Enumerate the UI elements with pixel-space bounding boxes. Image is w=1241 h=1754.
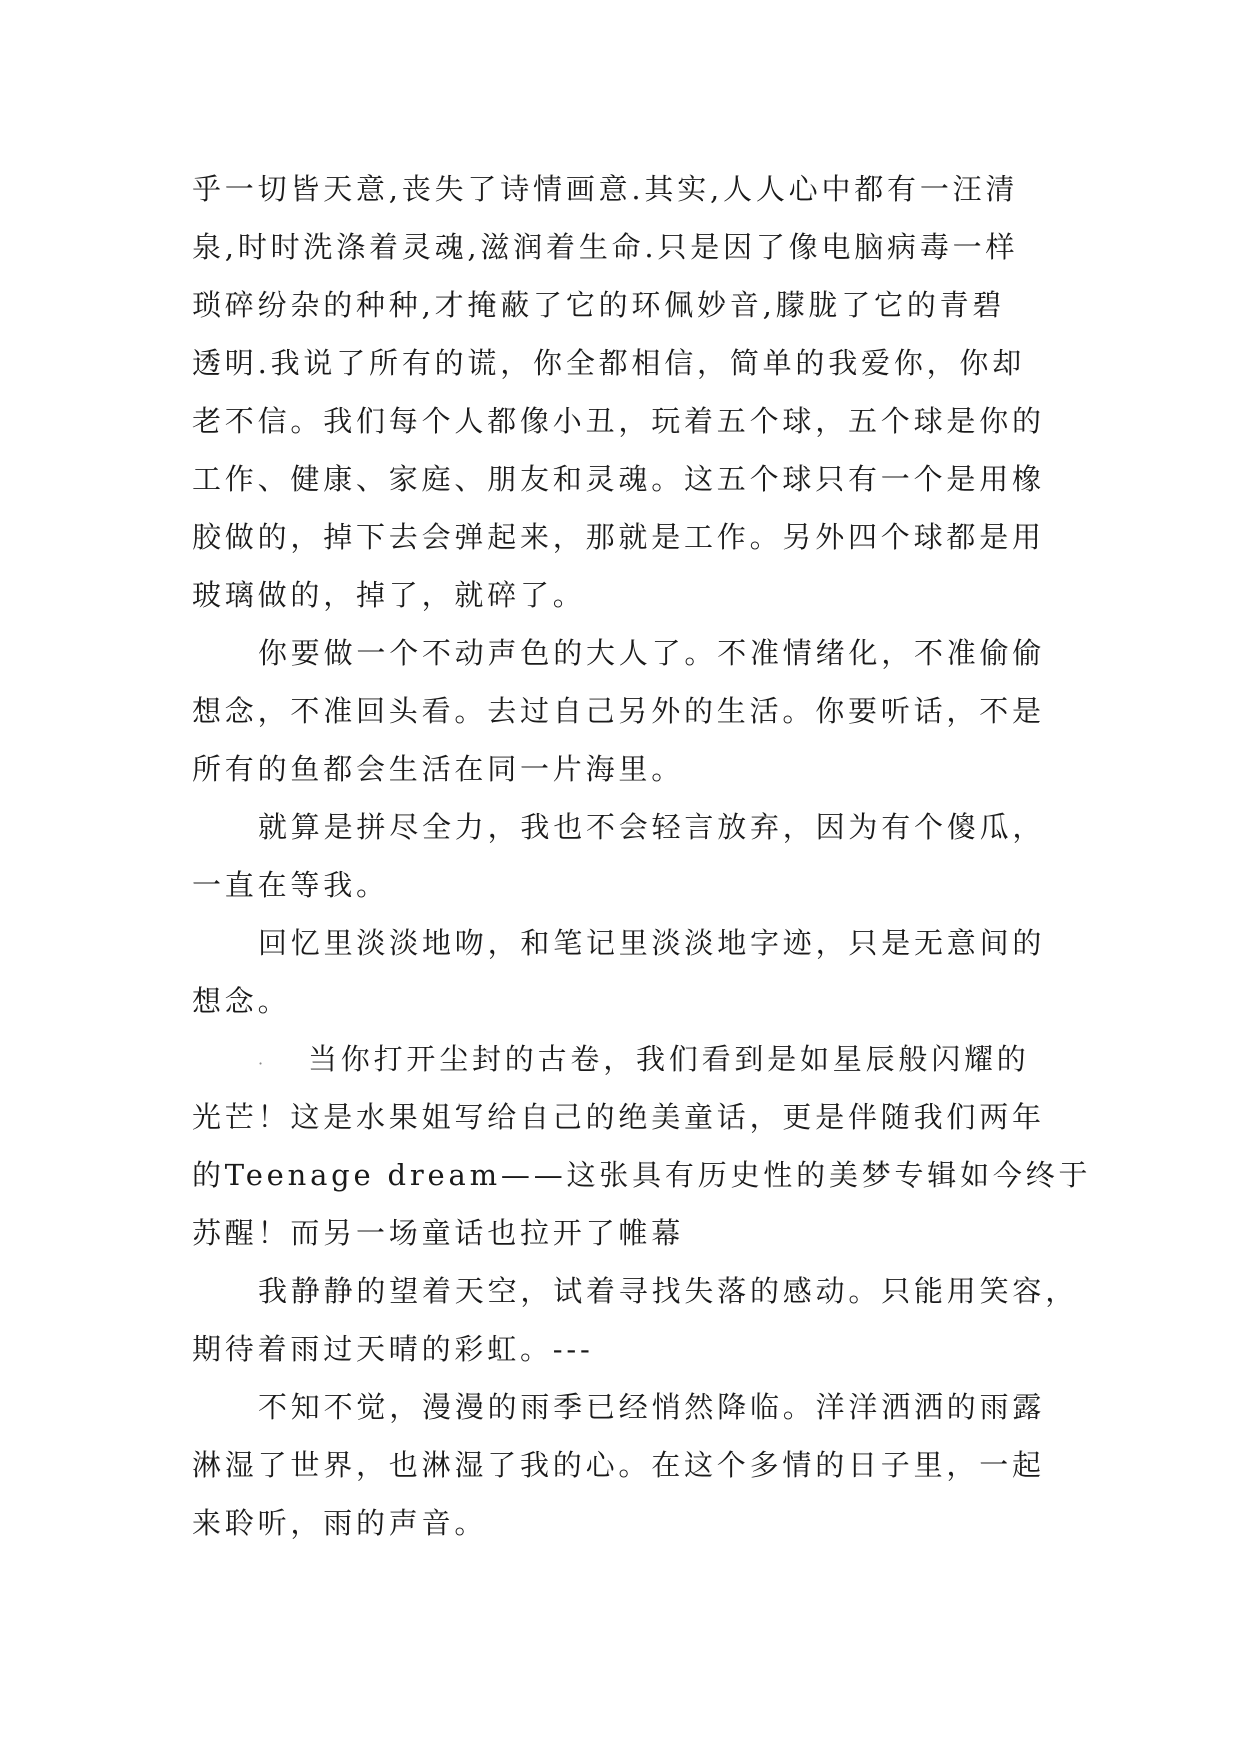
paragraph-first-line: 你要做一个不动声色的大人了。不准情绪化，不准偷偷 <box>258 636 1046 670</box>
text-line: 乎一切皆天意,丧失了诗情画意.其实,人人心中都有一汪清 <box>192 172 1019 206</box>
text-line: 所有的鱼都会生活在同一片海里。 <box>192 752 685 786</box>
paragraph-first-line <box>192 1030 1072 1088</box>
text-line: 一直在等我。 <box>192 868 389 902</box>
text-line: 透明.我说了所有的谎，你全都相信，简单的我爱你，你却 <box>192 346 1026 380</box>
text-line: 想念。 <box>192 984 291 1018</box>
paragraph-first-line: 就算是拼尽全力，我也不会轻言放弃，因为有个傻瓜， <box>258 810 1046 844</box>
text-line: 琐碎纷杂的种种,才掩蔽了它的环佩妙音,朦胧了它的青碧 <box>192 288 1006 322</box>
text-line: 泉,时时洗涤着灵魂,滋润着生命.只是因了像电脑病毒一样 <box>192 230 1019 264</box>
paragraph-first-line: 不知不觉，漫漫的雨季已经悄然降临。洋洋洒洒的雨露 <box>258 1390 1046 1424</box>
text-line: 来聆听，雨的声音。 <box>192 1506 488 1540</box>
dot-marker: · <box>258 1054 267 1073</box>
text-line: 玻璃做的，掉了，就碎了。 <box>192 578 586 612</box>
text-line: 的Teenage dream——这张具有历史性的美梦专辑如今终于 <box>192 1158 1092 1192</box>
text-line: 胶做的，掉下去会弹起来，那就是工作。另外四个球都是用 <box>192 520 1045 554</box>
document-body <box>192 160 1092 1552</box>
text-line: 想念，不准回头看。去过自己另外的生活。你要听话，不是 <box>192 694 1045 728</box>
paragraph-first-line: 我静静的望着天空，试着寻找失落的感动。只能用笑容， <box>258 1274 1079 1308</box>
text-line: 淋湿了世界，也淋湿了我的心。在这个多情的日子里，一起 <box>192 1448 1045 1482</box>
text-line: 苏醒！而另一场童话也拉开了帷幕 <box>192 1216 685 1250</box>
text-line: 老不信。我们每个人都像小丑，玩着五个球，五个球是你的 <box>192 404 1045 438</box>
text-line: 当你打开尘封的古卷，我们看到是如星辰般闪耀的 <box>308 1042 1030 1076</box>
text-line: 期待着雨过天晴的彩虹。--- <box>192 1332 594 1366</box>
text-line: 光芒！这是水果姐写给自己的绝美童话，更是伴随我们两年 <box>192 1100 1045 1134</box>
text-line: 工作、健康、家庭、朋友和灵魂。这五个球只有一个是用橡 <box>192 462 1045 496</box>
paragraph-first-line: 回忆里淡淡地吻，和笔记里淡淡地字迹，只是无意间的 <box>258 926 1046 960</box>
